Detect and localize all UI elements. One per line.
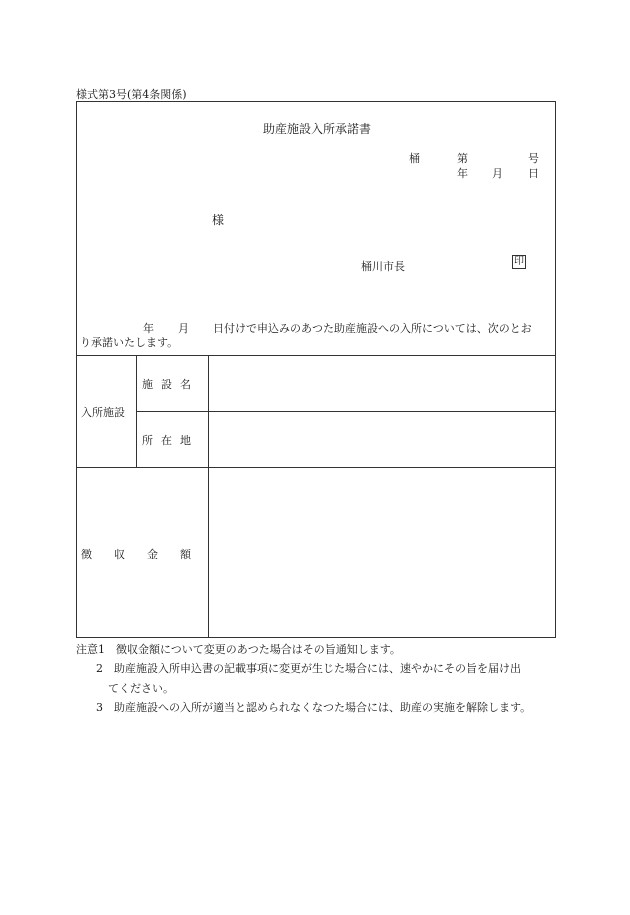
fee-amount-label: 徴収金額 — [81, 548, 213, 561]
label-col-line — [208, 355, 209, 638]
form-id: 様式第3号(第4条関係) — [76, 88, 187, 101]
date-year: 年 — [457, 167, 468, 180]
body-month: 月 — [178, 322, 189, 335]
facility-col-line — [136, 355, 137, 467]
facility-location-label: 所在地 — [142, 434, 199, 447]
note-3: 3 助産施設への入所が適当と認められなくなつた場合には、助産の実施を解除します。 — [96, 701, 532, 714]
addressee-suffix: 様 — [212, 213, 225, 227]
table-top-line — [76, 355, 556, 356]
note-2-continued: てください。 — [108, 682, 174, 695]
note-1: 注意1 徴収金額について変更のあつた場合はその旨通知します。 — [76, 643, 401, 656]
note-2: 2 助産施設入所申込書の記載事項に変更が生じた場合には、速やかにその旨を届け出 — [96, 662, 521, 675]
body-line1: 日付けで申込みのあつた助産施設への入所については、次のとお — [213, 322, 532, 335]
body-year: 年 — [143, 322, 154, 335]
row-divider-line — [136, 411, 556, 412]
facility-label: 入所施設 — [81, 406, 125, 419]
document-title: 助産施設入所承諾書 — [263, 122, 372, 136]
doc-number-go: 号 — [528, 152, 539, 165]
doc-number-prefix: 桶 — [409, 152, 420, 165]
seal-mark: 印 — [514, 256, 524, 267]
doc-number-dai: 第 — [457, 152, 468, 165]
facility-name-label: 施設名 — [142, 378, 199, 391]
fee-top-line — [76, 467, 556, 468]
body-line2: り承諾いたします。 — [80, 336, 179, 349]
date-day: 日 — [528, 167, 539, 180]
issuer-name: 桶川市長 — [361, 260, 405, 273]
date-month: 月 — [492, 167, 503, 180]
